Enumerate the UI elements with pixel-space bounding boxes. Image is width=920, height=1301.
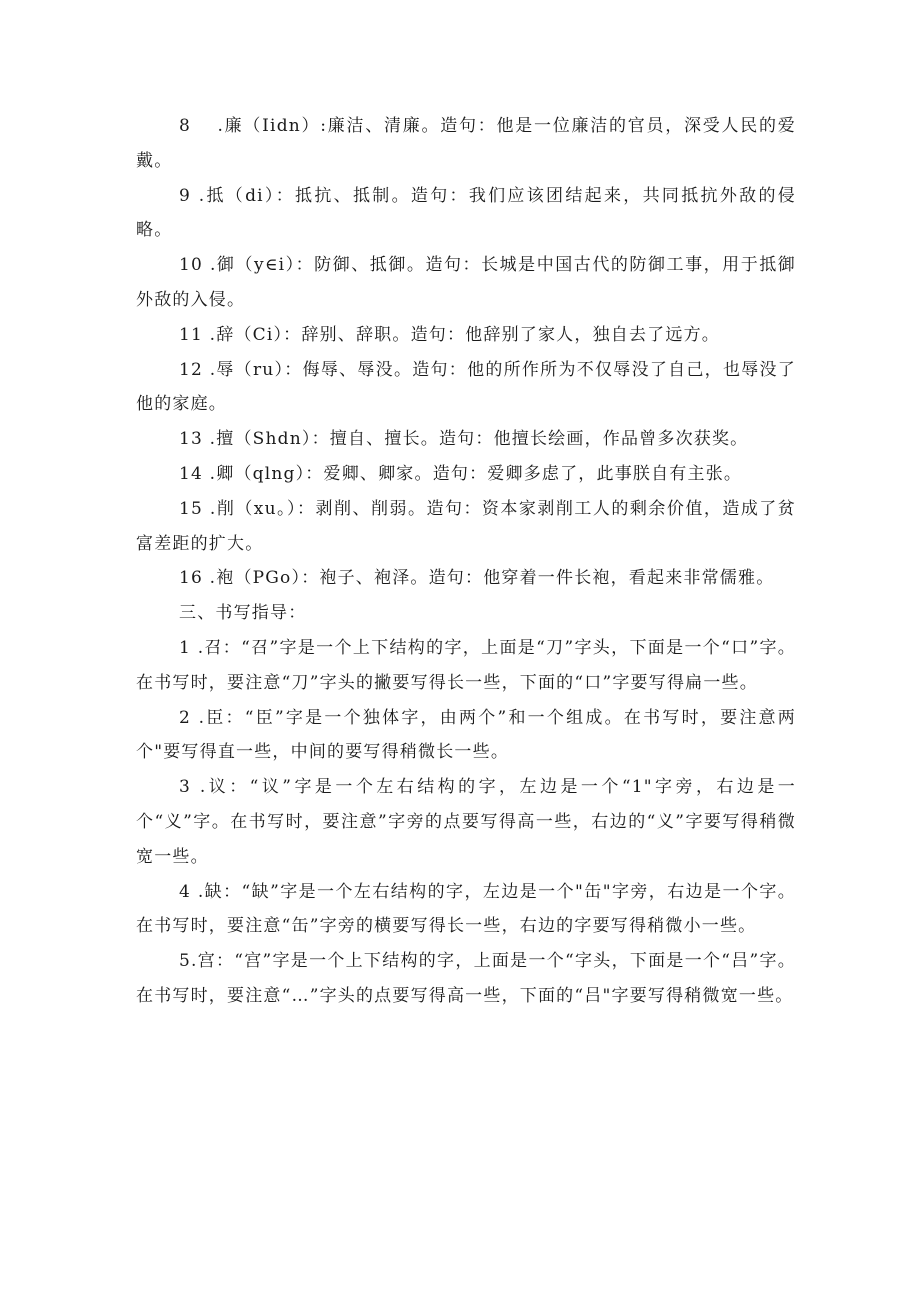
writing-guide-4: 4 .缺：“缺”字是一个左右结构的字，左边是一个"缶"字旁，右边是一个字。在书写时，要注意“缶”字旁的横要写得长一些，右边的字要写得稍微小一些。 bbox=[136, 881, 796, 937]
section-heading: 三、书写指导： bbox=[179, 603, 307, 624]
vocab-item-12: 12 .辱（ru）：侮辱、辱没。造句：他的所作所为不仅辱没了自己，也辱没了他的家庭。 bbox=[136, 359, 796, 415]
vocab-item-13: 13 .擅（Shdn）：擅自、擅长。造句：他擅长绘画，作品曾多次获奖。 bbox=[179, 429, 749, 450]
writing-guide-5: 5.宫：“宫”字是一个上下结构的字，上面是一个“字头，下面是一个“吕”字。在书写时，要注意“…”字头的点要写得高一些，下面的“吕"字要写得稍微宽一些。 bbox=[136, 951, 796, 1006]
writing-guide-3: 3 .议：“议”字是一个左右结构的字，左边是一个“1"字旁，右边是一个“义”字。在书写时，要注意”字旁的点要写得高一些，右边的“义”字要写得稍微宽一些。 bbox=[136, 777, 796, 867]
vocab-item-14: 14 .卿（qlng）：爱卿、卿家。造句：爱卿多虑了，此事朕自有主张。 bbox=[179, 463, 743, 484]
document-body bbox=[136, 109, 796, 1014]
vocab-item-15: 15 .削（xu。）：剥削、削弱。造句：资本家剥削工人的剩余价值，造成了贫富差距的扩大。 bbox=[136, 498, 796, 554]
writing-guide-2: 2 .臣：“臣”字是一个独体字，由两个”和一个组成。在书写时，要注意两个"要写得直一些，中间的要写得稍微长一些。 bbox=[136, 707, 796, 763]
vocab-item-11: 11 .辞（Ci）：辞别、辞职。造句：他辞别了家人，独自去了远方。 bbox=[179, 324, 720, 345]
vocab-item-10: 10 .御（y∈i）：防御、抵御。造句：长城是中国古代的防御工事，用于抵御外敌的入侵。 bbox=[136, 255, 796, 310]
vocab-item-8: 8 .廉（Iidn）:廉洁、清廉。造句：他是一位廉洁的官员，深受人民的爱戴。 bbox=[136, 116, 796, 171]
vocab-item-9: 9 .抵（di）：抵抗、抵制。造句：我们应该团结起来，共同抵抗外敌的侵略。 bbox=[136, 185, 796, 241]
writing-guide-1: 1 .召：“召”字是一个上下结构的字，上面是“刀”字头，下面是一个“口”字。在书写时，要注意“刀”字头的撇要写得长一些，下面的“口”字要写得扁一些。 bbox=[136, 637, 796, 693]
vocab-item-16: 16 .袍（PGo）：袍子、袍泽。造句：他穿着一件长袍，看起来非常儒雅。 bbox=[179, 568, 775, 589]
